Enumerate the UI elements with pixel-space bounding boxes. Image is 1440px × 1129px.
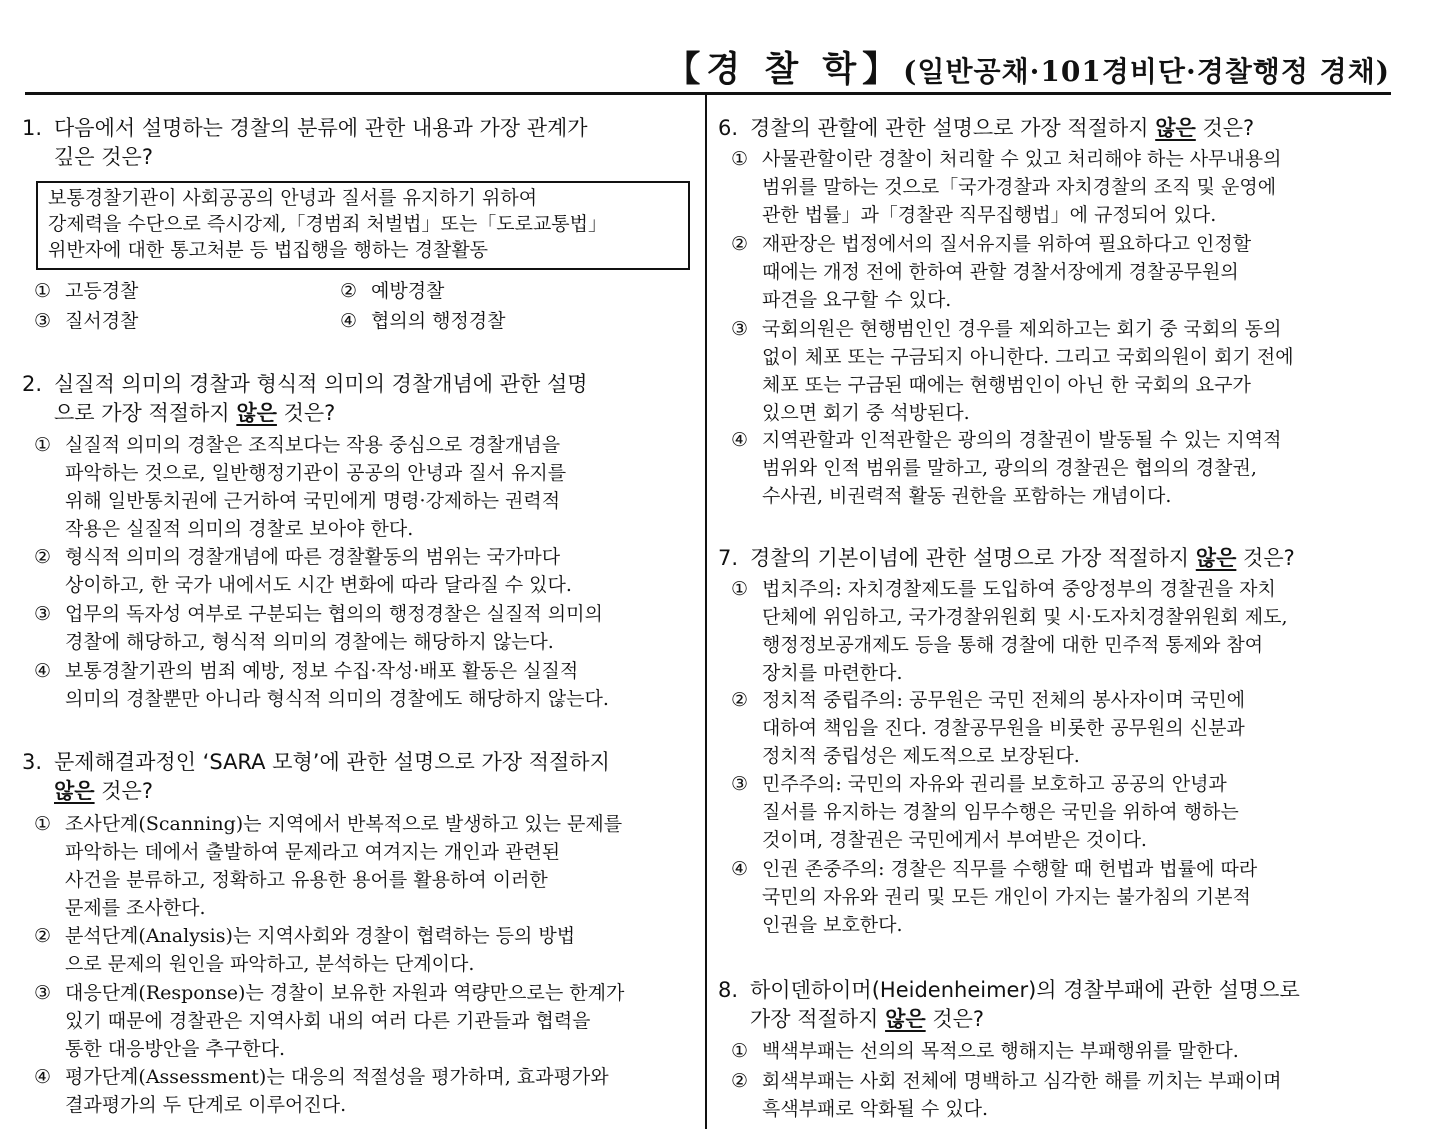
option-marker: ② (731, 1070, 749, 1092)
option-marker: ② (34, 546, 52, 568)
question-number: 8. (718, 978, 739, 1002)
negation-emphasis: 않은 (1155, 116, 1196, 140)
option-marker: ④ (731, 858, 749, 880)
question-1-passage-box: 보통경찰기관이 사회공공의 안녕과 질서를 유지하기 위하여 강제력을 수단으로 즉시강제,「경범죄 처벌법」또는「도로교통법」 위반자에 대한 통고처분 등 법집행을 행하는 경찰활동 (36, 181, 690, 270)
option-text: 조사단계(Scanning)는 지역에서 반복적으로 발생하고 있는 문제를 파악하는 데에서 출발하여 문제라고 여겨지는 개인과 관련된 사건을 분류하고, 정확하고 유용한 용어를 활용하여 이러한 문제를 조사한다. (65, 813, 623, 919)
question-number: 2. (22, 372, 43, 396)
question-number: 1. (22, 116, 43, 140)
q3-option-3[interactable] (34, 979, 725, 1063)
negation-emphasis: 않은 (54, 779, 95, 803)
q1-option-3[interactable] (34, 307, 365, 335)
option-text: 평가단계(Assessment)는 대응의 적절성을 평가하며, 효과평가와 결과평가의 두 단계로 이루어진다. (65, 1066, 609, 1116)
question-text-end: 것은? (94, 779, 153, 803)
q1-option-4[interactable] (340, 307, 711, 335)
q3-option-1[interactable] (34, 810, 725, 922)
option-text: 보통경찰기관의 범죄 예방, 정보 수집·작성·배포 활동은 실질적 의미의 경찰뿐만 아니라 형식적 의미의 경찰에도 해당하지 않는다. (65, 660, 609, 710)
question-7-stem (718, 544, 1430, 573)
option-marker: ④ (340, 310, 358, 332)
option-marker: ② (731, 689, 749, 711)
q7-option-3[interactable] (731, 770, 1426, 854)
option-text: 법치주의: 자치경찰제도를 도입하여 중앙정부의 경찰권을 자치 단체에 위임하고, 국가경찰위원회 및 시·도자치경찰위원회 제도, 행정정보공개제도 등을 통해 경찰에 대한 민주적 통제와 참여 장치를 마련한다. (762, 578, 1288, 684)
q2-option-1[interactable] (34, 431, 725, 543)
q2-option-2[interactable] (34, 543, 725, 599)
q1-option-2[interactable] (340, 277, 711, 305)
question-text-end: 것은? (1236, 546, 1295, 570)
q8-option-1[interactable] (731, 1037, 1426, 1065)
q3-option-2[interactable] (34, 922, 725, 978)
exam-header (665, 42, 1390, 92)
option-text: 업무의 독자성 여부로 구분되는 협의의 행정경찰은 실질적 의미의 경찰에 해당하고, 형식적 의미의 경찰에는 해당하지 않는다. (65, 603, 603, 653)
question-text: 실질적 의미의 경찰과 형식적 의미의 경찰개념에 관한 설명 으로 가장 적절하지 (54, 372, 588, 425)
q8-option-2[interactable] (731, 1067, 1426, 1123)
question-number: 6. (718, 116, 739, 140)
option-text: 백색부패는 선의의 목적으로 행해지는 부패행위를 말한다. (762, 1040, 1239, 1062)
question-8-stem (718, 976, 1430, 1034)
option-text: 형식적 의미의 경찰개념에 따른 경찰활동의 범위는 국가마다 상이하고, 한 국가 내에서도 시간 변화에 따라 달라질 수 있다. (65, 546, 572, 596)
option-marker: ③ (34, 982, 52, 1004)
q6-option-4[interactable] (731, 426, 1426, 510)
q6-option-2[interactable] (731, 230, 1426, 314)
q6-option-3[interactable] (731, 315, 1426, 427)
q2-option-4[interactable] (34, 657, 725, 713)
option-text: 예방경찰 (371, 280, 445, 302)
option-marker: ① (731, 1040, 749, 1062)
question-number: 3. (22, 750, 43, 774)
negation-emphasis: 않은 (885, 1007, 926, 1031)
question-6-stem (718, 114, 1430, 143)
option-marker: ④ (34, 660, 52, 682)
question-3-stem (22, 748, 726, 806)
exam-category: (일반공채·101경비단·경찰행정 경채) (903, 55, 1390, 88)
option-marker: ④ (34, 1066, 52, 1088)
question-text: 다음에서 설명하는 경찰의 분류에 관한 내용과 가장 관계가 깊은 것은? (54, 116, 588, 169)
q6-option-1[interactable] (731, 145, 1426, 229)
question-text: 문제해결과정인 ‘SARA 모형’에 관한 설명으로 가장 적절하지 (54, 750, 610, 774)
option-marker: ③ (731, 773, 749, 795)
option-text: 재판장은 법정에서의 질서유지를 위하여 필요하다고 인정할 때에는 개정 전에 한하여 관할 경찰서장에게 경찰공무원의 파견을 요구할 수 있다. (762, 233, 1252, 311)
header-rule (25, 92, 1391, 95)
subject-title: 【경 찰 학】 (665, 49, 904, 90)
q7-option-2[interactable] (731, 686, 1426, 770)
q1-option-1[interactable] (34, 277, 365, 305)
option-text: 국회의원은 현행범인인 경우를 제외하고는 회기 중 국회의 동의 없이 체포 또는 구금되지 아니한다. 그리고 국회의원이 회기 전에 체포 또는 구금된 때에는 현행범인이 아닌 한 국회의 요구가 있으면 회기 중 석방된다. (762, 318, 1294, 424)
question-text: 경찰의 기본이념에 관한 설명으로 가장 적절하지 (750, 546, 1196, 570)
q7-option-4[interactable] (731, 855, 1426, 939)
question-number: 7. (718, 546, 739, 570)
option-marker: ① (731, 148, 749, 170)
option-marker: ② (340, 280, 358, 302)
option-marker: ④ (731, 429, 749, 451)
negation-emphasis: 않은 (1195, 546, 1237, 570)
option-marker: ① (34, 434, 52, 456)
option-text: 인권 존중주의: 경찰은 직무를 수행할 때 헌법과 법률에 따라 국민의 자유와 권리 및 모든 개인이 가지는 불가침의 기본적 인권을 보호한다. (762, 858, 1258, 936)
option-marker: ① (34, 280, 52, 302)
option-marker: ② (34, 925, 52, 947)
option-text: 고등경찰 (65, 280, 139, 302)
option-marker: ① (731, 578, 749, 600)
option-text: 지역관할과 인적관할은 광의의 경찰권이 발동될 수 있는 지역적 범위와 인적 범위를 말하고, 광의의 경찰권은 협의의 경찰권, 수사권, 비권력적 활동 권한을 포함하는 개념이다. (762, 429, 1282, 507)
option-text: 대응단계(Response)는 경찰이 보유한 자원과 역량만으로는 한계가 있기 때문에 경찰관은 지역사회 내의 여러 다른 기관들과 협력을 통한 대응방안을 추구한다. (65, 982, 625, 1060)
question-text-end: 것은? (925, 1007, 985, 1031)
question-text: 하이덴하이머(Heidenheimer)의 경찰부패에 관한 설명으로 가장 적절하지 (750, 978, 1300, 1031)
option-text: 민주주의: 국민의 자유와 권리를 보호하고 공공의 안녕과 질서를 유지하는 경찰의 임무수행은 국민을 위하여 행하는 것이며, 경찰권은 국민에게서 부여받은 것이다. (762, 773, 1239, 851)
question-2-stem (22, 370, 726, 428)
option-marker: ② (731, 233, 749, 255)
question-1-stem (22, 114, 726, 172)
question-text: 경찰의 관할에 관한 설명으로 가장 적절하지 (750, 116, 1156, 140)
option-marker: ① (34, 813, 52, 835)
option-text: 회색부패는 사회 전체에 명백하고 심각한 해를 끼치는 부패이며 흑색부패로 악화될 수 있다. (762, 1070, 1282, 1120)
question-text-end: 것은? (276, 401, 336, 425)
option-text: 사물관할이란 경찰이 처리할 수 있고 처리해야 하는 사무내용의 범위를 말하는 것으로「국가경찰과 자치경찰의 조직 및 운영에 관한 법률」과「경찰관 직무집행법」에 규정되어 있다. (762, 148, 1282, 226)
q3-option-4[interactable] (34, 1063, 725, 1119)
q2-option-3[interactable] (34, 600, 725, 656)
option-marker: ③ (34, 603, 52, 625)
question-text-end: 것은? (1195, 116, 1255, 140)
option-text: 정치적 중립주의: 공무원은 국민 전체의 봉사자이며 국민에 대하여 책임을 진다. 경찰공무원을 비롯한 공무원의 신분과 정치적 중립성은 제도적으로 보장된다. (762, 689, 1246, 767)
negation-emphasis: 않은 (236, 401, 277, 425)
option-marker: ③ (731, 318, 749, 340)
option-text: 분석단계(Analysis)는 지역사회와 경찰이 협력하는 등의 방법 으로 문제의 원인을 파악하고, 분석하는 단계이다. (65, 925, 576, 975)
option-text: 질서경찰 (65, 310, 139, 332)
q7-option-1[interactable] (731, 575, 1426, 687)
option-text: 실질적 의미의 경찰은 조직보다는 작용 중심으로 경찰개념을 파악하는 것으로, 일반행정기관이 공공의 안녕과 질서 유지를 위해 일반통치권에 근거하여 국민에게 명령·강제하는 권력적 작용은 실질적 의미의 경찰로 보아야 한다. (65, 434, 567, 540)
option-marker: ③ (34, 310, 52, 332)
option-text: 협의의 행정경찰 (371, 310, 506, 332)
